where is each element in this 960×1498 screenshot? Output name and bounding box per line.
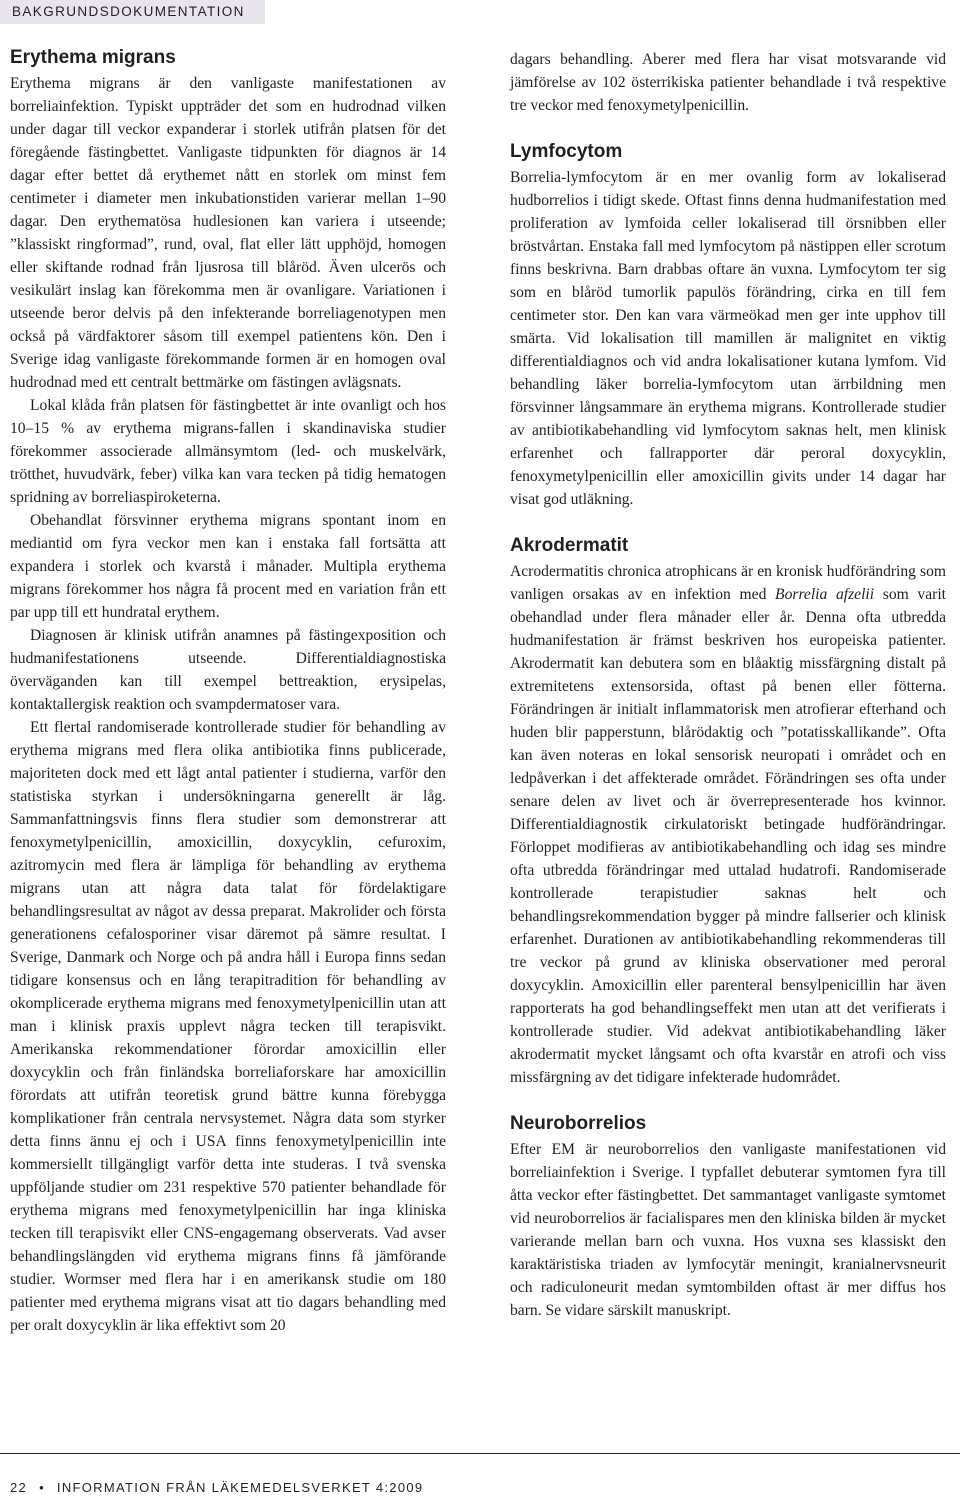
bullet-separator: • xyxy=(39,1480,45,1495)
species-name: Borrelia afzelii xyxy=(775,586,875,603)
publication-name: INFORMATION FRÅN LÄKEMEDELSVERKET 4:2009 xyxy=(56,1480,424,1495)
right-column xyxy=(510,48,946,1322)
paragraph: Erythema migrans är den vanligaste manifestationen av borreliainfektion. Typiskt uppträder det som en hudrodnad vilken under dagar till veckor expanderar i storlek utifrån platsen för det föregående fästingbettet. Vanligaste tidpunkten för diagnos är 14 dagar efter bettet då erythemet nått en storlek om minst fem centimeter i diameter men inkubationstiden varierar mellan 1–90 dagar. Den erythematösa hudlesionen kan variera i utseende; ”klassiskt ringformad”, rund, oval, flat eller lätt upphöjd, homogen eller skiftande rodnad från ljusrosa till blåröd. Även ulcerös och vesikulärt inslag kan förekomma men är ovanligare. Variationen i utseende beror delvis på den infekterande borreliagenotypen men också på värdfaktorer såsom till exempel patientens kön. Den i Sverige idag vanligaste förekommande formen är en homogen oval hudrodnad med ett centralt bettmärke om fästingen avlägsnats. xyxy=(10,75,446,391)
heading-erythema-migrans: Erythema migrans xyxy=(10,47,176,68)
page-footer xyxy=(10,1478,423,1498)
left-column xyxy=(10,46,446,1337)
paragraph-lymfocytom: Borrelia-lymfocytom är en mer ovanlig form av lokaliserad hudborrelios i tidigt skede. Oftast finns denna hudmanifestation med proliferation av lymfoida celler lokaliserad till örsnibben eller bröstvårtan. Enstaka fall med lymfocytom på nästippen eller scrotum finns beskrivna. Barn drabbas oftare än vuxna. Lymfocytom ter sig som en blåröd tumorlik papulös förändring, cirka en till fem centimeter stor. Den kan vara värmeökad men ger inte upphov till smärta. Vid lokalisation till mamillen är malignitet en viktig differentialdiagnos och vid andra lokalisationer kutana lymfom. Vid behandling läker borrelia-lymfocytom utan ärrbildning men försvinner långsammare än erythema migrans. Kontrollerade studier av antibiotikabehandling vid lymfocytom saknas helt, men klinisk erfarenhet och fallrapporter där peroral doxycyklin, fenoxymetylpenicillin eller amoxicillin givits under 14 dagar har visat god utläkning. xyxy=(510,169,946,508)
paragraph: Diagnosen är klinisk utifrån anamnes på fästingexposition och hudmanifestationens utseende. Differentialdiagnostiska överväganden kan till exempel bettreaktion, erysipelas, kontaktallergisk reaktion och svampdermatoser vara. xyxy=(10,627,446,713)
heading-neuroborrelios: Neuroborrelios xyxy=(510,1113,647,1134)
page-number: 22 xyxy=(10,1480,28,1495)
heading-lymfocytom: Lymfocytom xyxy=(510,141,623,162)
paragraph-continuation: dagars behandling. Aberer med flera har visat motsvarande vid jämförelse av 102 österrikiska patienter behandlade i två respektive tre veckor med fenoxymetylpenicillin. xyxy=(510,51,946,114)
text-segment: som varit obehandlad under flera månader eller år. Denna ofta utbredda hudmanifestation är främst beskriven hos europeiska patienter. Akrodermatit kan debutera som en blåaktig missfärgning distalt på extremitetens extensorsida, oftast på benen eller fötterna. Förändringen är initialt inflammatorisk men atrofierar efterhand och huden blir papperstunn, blårödaktig och ”potatisskallikande”. Ofta kan även noteras en lokal sensorisk neuropati i området och en ledpåverkan i det affekterade området. Förändringen ses ofta under senare delen av livet och är överrepresenterade hos kvinnor. Differentialdiagnostik cirkulatoriskt betingade hudförändringar. Förloppet modifieras av antibiotikabehandling och idag ses mindre ofta utbredda förändringar med uttalad hudatrofi. Randomiserade kontrollerade terapistudier saknas helt och behandlingsrekommendation bygger på mindre fallserier och klinisk erfarenhet. Durationen av antibiotikabehandling rekommenderas till tre veckor på grund av kliniska observationer med peroral doxycyklin. Amoxicillin eller parenteral bensylpenicillin har även rapporterats ha god behandlingseffekt men utan att det verifierats i kontrollerade studier. Vid adekvat antibiotikabehandling läker akrodermatit mycket långsamt och ofta kvarstår en atrofi och viss missfärgning av det tidigare infekterade hudområdet. xyxy=(510,586,946,1086)
paragraph-akrodermatit xyxy=(510,560,946,1089)
footer-divider xyxy=(0,1453,960,1454)
section-label: BAKGRUNDSDOKUMENTATION xyxy=(12,4,245,19)
text-segment: Acrodermatitis chronica atrophicans är en kronisk hudförändring som vanligen orsakas av en infektion med xyxy=(510,563,946,603)
paragraph: Ett flertal randomiserade kontrollerade studier för behandling av erythema migrans med flera olika antibiotika finns publicerade, majoriteten dock med ett lågt antal patienter i studierna, varför den statistiska styrkan i undersökningarna generellt är låg. Sammanfattningsvis finns flera studier som demonstrerar att fenoxymetylpenicillin, amoxicillin, doxycyklin, cefuroxim, azitromycin med flera är lämpliga för behandling av erythema migrans utan att några data talat för fördelaktigare behandlingsresultat av något av dessa preparat. Makrolider och första generationens cefalosporiner visar däremot på sämre resultat. I Sverige, Danmark och Norge och på andra håll i Europa finns sedan tidigare konsensus och en lång terapitradition för behandling av okomplicerade erythema migrans med fenoxymetylpenicillin utan att man i klinisk praxis upplevt några tecken till terapisvikt. Amerikanska rekommendationer förordar amoxicillin eller doxycyklin och från finländska borreliaforskare har amoxicillin förordats att utifrån teoretisk grund bättre kunna förebygga komplikationer från centrala nervsystemet. Några data som styrker detta finns ännu ej och i USA finns fenoxymetylpenicillin inte kommersiellt tillgängligt varför detta inte studeras. I två svenska uppföljande studier om 231 respektive 570 patienter behandlade för erythema migrans med fenoxymetylpenicillin har inga kliniska tecken till terapisvikt eller CNS-engagemang observerats. Vad avser behandlingslängden vid erythema migrans finns få jämförande studier. Wormser med flera har i en amerikansk studie om 180 patienter med erythema migrans visat att tio dagars behandling med per oralt doxycyklin är lika effektivt som 20 xyxy=(10,719,446,1334)
paragraph: Lokal klåda från platsen för fästingbettet är inte ovanligt och hos 10–15 % av erythema migrans-fallen i skandinaviska studier förekommer associerade allmänsymtom (led- och muskelvärk, trötthet, huvudvärk, feber) vilka kan vara tecken på tidig hematogen spridning av borreliaspiroketerna. xyxy=(10,397,446,506)
paragraph: Obehandlat försvinner erythema migrans spontant inom en mediantid om fyra veckor men kan i enstaka fall fortsätta att expandera i storlek och kvarstå i månader. Multipla erythema migrans förekommer hos några få procent med en variation från ett par upp till ett hundratal erythem. xyxy=(10,512,446,621)
paragraph-neuroborrelios: Efter EM är neuroborrelios den vanligaste manifestationen vid borreliainfektion i Sverige. I typfallet debuterar symtomen fyra till åtta veckor efter fästingbettet. Det sammantaget vanligaste symtomet vid neuroborrelios är facialispares men den kliniska bilden är mycket varierande mellan barn och vuxna. Hos vuxna ses klassiskt den karaktäristiska triaden av lymfocytär meningit, kranialnervsneurit och radiculoneurit medan symtombilden oftast är mer diffus hos barn. Se vidare särskilt manuskript. xyxy=(510,1141,946,1319)
heading-akrodermatit: Akrodermatit xyxy=(510,535,629,556)
